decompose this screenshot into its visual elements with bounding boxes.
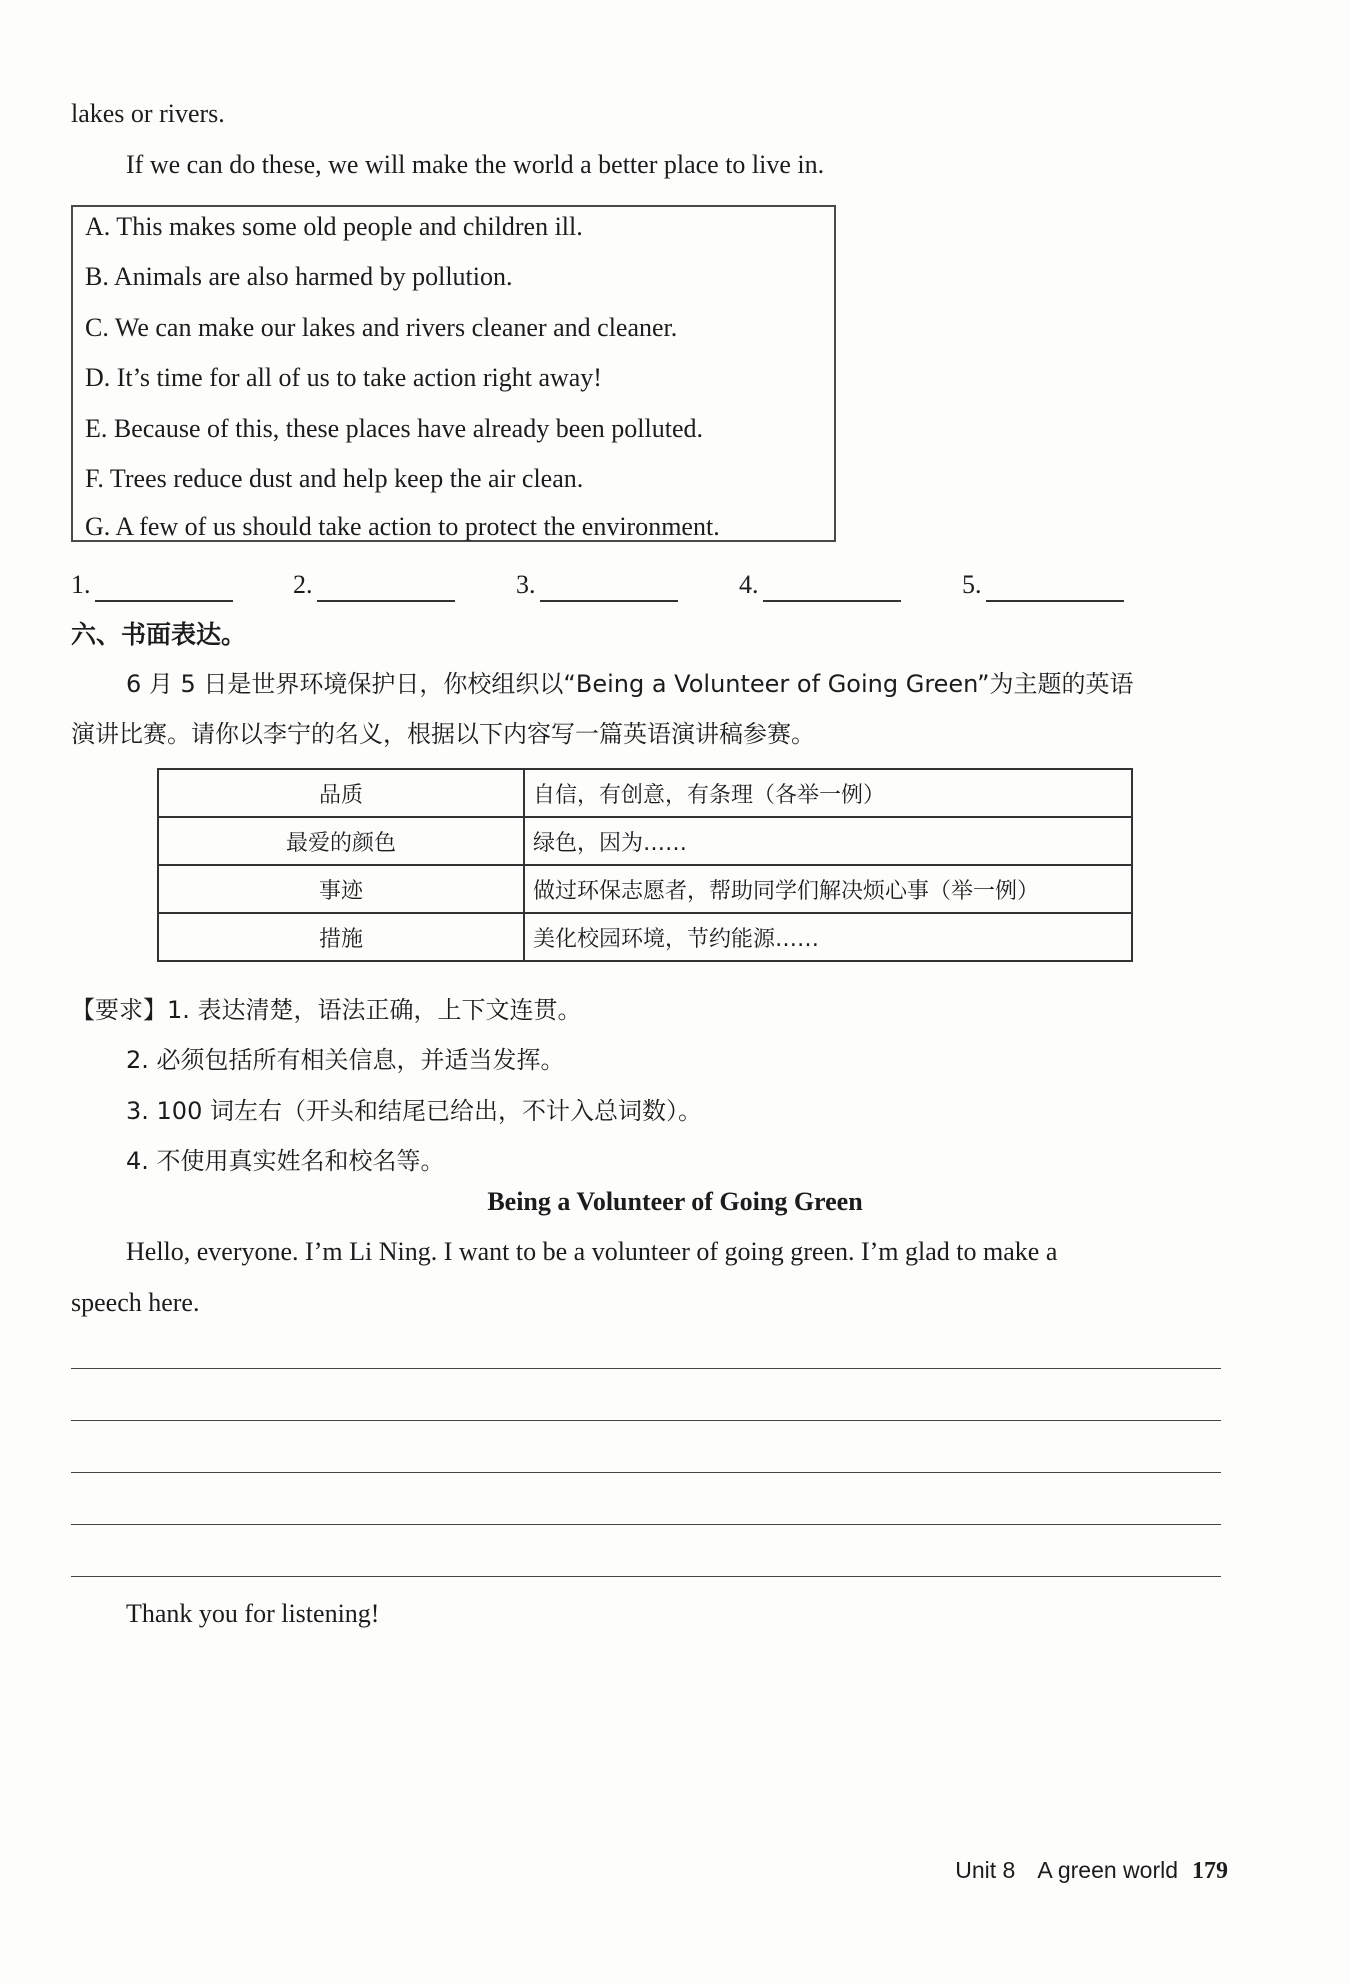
passage-line-1: lakes or rivers. [71,99,225,128]
option-a: A. This makes some old people and children ill. [85,212,583,241]
info-table [157,768,1133,962]
option-f: F. Trees reduce dust and help keep the air clean. [85,464,584,493]
requirement-2: 2. 必须包括所有相关信息，并适当发挥。 [126,1046,565,1074]
table-key: 措施 [158,913,524,961]
section-intro-line-2: 演讲比赛。请你以李宁的名义，根据以下内容写一篇英语演讲稿参赛。 [71,720,815,748]
table-row [158,913,1132,961]
footer-unit: Unit 8 [955,1857,1016,1883]
page-footer [955,1855,1228,1886]
section-intro-line-1: 6 月 5 日是世界环境保护日，你校组织以“Being a Volunteer of Going Green”为主题的英语 [126,670,1134,698]
table-value: 自信，有创意，有条理（各举一例） [524,769,1132,817]
writing-line[interactable] [71,1524,1221,1525]
table-row [158,817,1132,865]
table-key: 最爱的颜色 [158,817,524,865]
writing-line[interactable] [71,1576,1221,1577]
answer-blank-5[interactable]: 5. [962,568,1124,602]
writing-line[interactable] [71,1472,1221,1473]
answer-blank-1[interactable]: 1. [71,568,233,602]
requirement-4: 4. 不使用真实姓名和校名等。 [126,1147,445,1175]
table-row [158,769,1132,817]
answer-blank-3[interactable]: 3. [516,568,678,602]
essay-closing: Thank you for listening! [126,1599,380,1628]
table-value: 绿色，因为…… [524,817,1132,865]
passage-line-2: If we can do these, we will make the world a better place to live in. [126,150,825,179]
writing-line[interactable] [71,1420,1221,1421]
answer-blank-4[interactable]: 4. [739,568,901,602]
options-box [71,205,836,542]
table-value: 美化校园环境，节约能源…… [524,913,1132,961]
essay-opening-line-2: speech here. [71,1288,200,1317]
option-b: B. Animals are also harmed by pollution. [85,262,513,291]
writing-line[interactable] [71,1368,1221,1369]
option-e: E. Because of this, these places have already been polluted. [85,414,703,443]
essay-opening-line-1: Hello, everyone. I’m Li Ning. I want to be a volunteer of going green. I’m glad to make a [126,1237,1058,1266]
option-g: G. A few of us should take action to protect the environment. [85,512,720,541]
page-number: 179 [1192,1858,1228,1884]
answer-blank-2[interactable]: 2. [293,568,455,602]
table-row [158,865,1132,913]
section-title: 六、书面表达。 [71,620,247,649]
option-c: C. We can make our lakes and rivers cleaner and cleaner. [85,313,678,342]
requirement-1: 【要求】1. 表达清楚，语法正确，上下文连贯。 [71,996,582,1024]
essay-title: Being a Volunteer of Going Green [487,1187,863,1216]
table-value: 做过环保志愿者，帮助同学们解决烦心事（举一例） [524,865,1132,913]
option-d: D. It’s time for all of us to take action right away! [85,363,602,392]
table-key: 品质 [158,769,524,817]
table-key: 事迹 [158,865,524,913]
answer-blanks [71,568,1131,602]
footer-title: A green world [1037,1857,1178,1883]
requirement-3: 3. 100 词左右（开头和结尾已给出，不计入总词数）。 [126,1097,702,1125]
